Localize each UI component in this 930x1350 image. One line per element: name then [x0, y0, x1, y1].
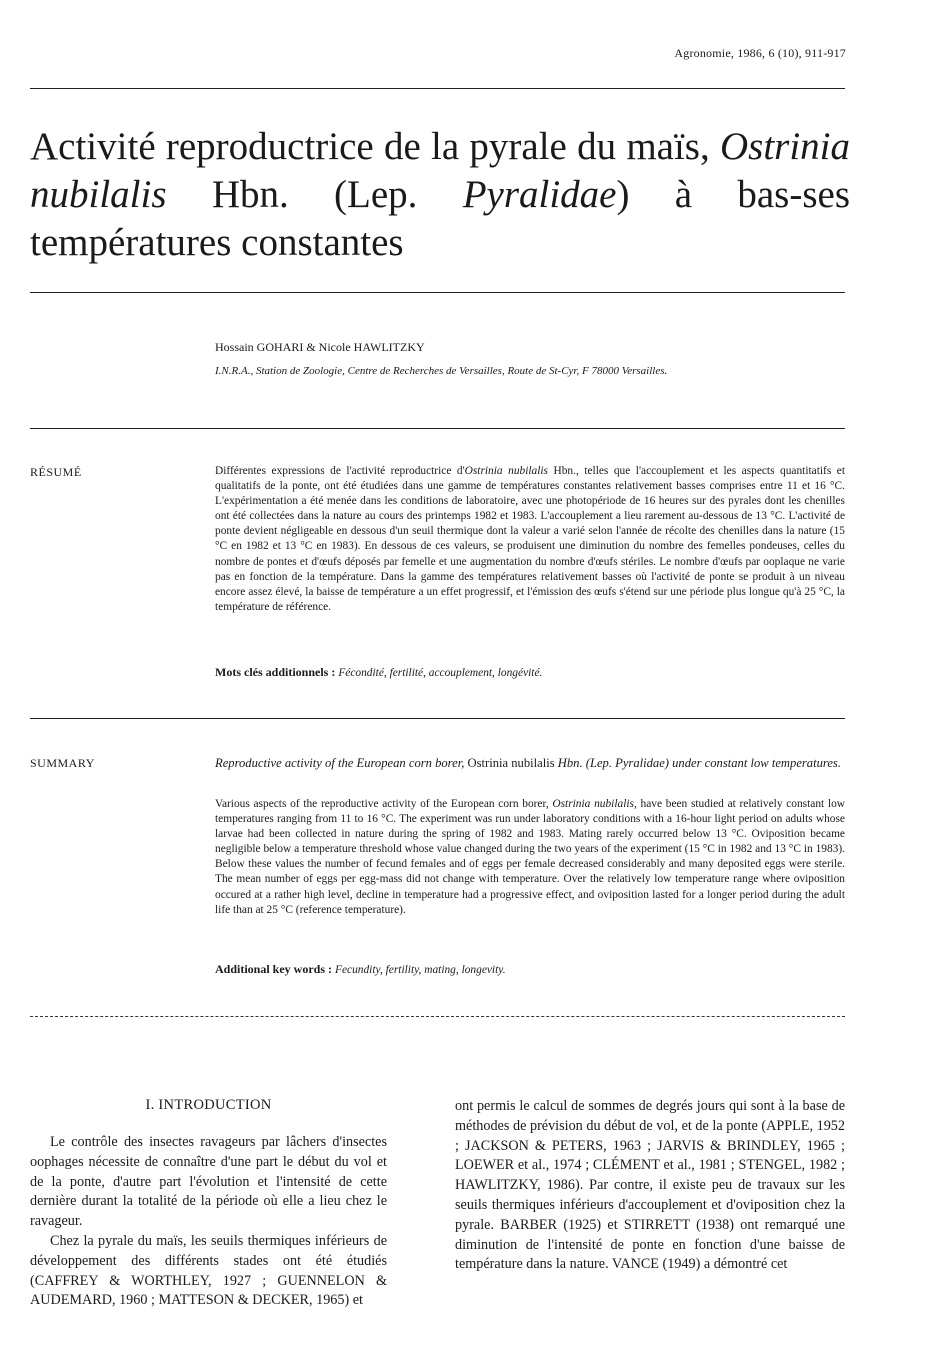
summary-rule	[30, 1016, 845, 1017]
resume-text-b: Hbn., telles que l'accouplement et les aspects quantitatifs et qualitatifs de la ponte, ont été étudiées dans une gamme de températures constantes relativement basses comprises entre 11 et 16 °C. L'expérimentation a été menée dans les conditions de laboratoire, avec une photopériode de 16 heures sur des pyrales dont les chenilles ont été collectées dans la nature au cours des printemps 1982 et 1983. L'accouplement a lieu rarement au-dessous de 13 °C. L'activité de ponte devient négligeable en dessous d'un seuil thermique dont la valeur a varié selon l'année de récolte des chenilles dans la nature (15 °C en 1982 et 13 °C en 1983). En dessous de ces valeurs, se produisent une diminution du nombre des femelles pondeuses, celles du nombre de pontes et d'œufs déposés par femelle et une augmentation du nombre d'œufs stériles. Le nombre d'œufs par ooplaque ne varie pas en fonction de la température. Dans la gamme des températures relativement basses où l'activité de ponte se produit à un niveau encore assez élevé, la baisse de température a un effet progressif, et l'émission des œufs s'étend sur une période plus longue qu'à 25 °C, la température de référence.	[215, 465, 846, 613]
summary-kw-label: Additional key words :	[215, 962, 333, 976]
intro-paragraph-3: ont permis le calcul de sommes de degrés jours qui sont à la base de méthodes de prévision du début de vol, et de la ponte (APPLE, 1952 ; JACKSON & PETERS, 1963 ; JARVIS & BRINDLEY, 1965 ; LOEWER et al., 1974 ; CLÉMENT et al., 1981 ; STENGEL, 1982 ; HAWLITZKY, 1986). Par contre, il existe peu de travaux sur les seuils thermiques inférieurs d'accouplement et d'oviposition chez la pyrale. BARBER (1925) et STIRRETT (1938) ont remarqué une diminution de l'intensité de ponte en fonction d'une baisse de température dans la nature. VANCE (1949) a démontré cet	[455, 1098, 845, 1273]
resume-rule	[30, 718, 845, 719]
introduction-heading: I. INTRODUCTION	[145, 1097, 272, 1113]
summary-title-a: Reproductive activity of the European corn borer,	[215, 756, 465, 770]
resume-kw-values: Fécondité, fertilité, accouplement, longévité.	[338, 667, 543, 679]
summary-species: Ostrinia nubilalis	[552, 798, 634, 810]
intro-column-left	[30, 1133, 387, 1311]
resume-keywords	[215, 665, 542, 680]
summary-kw-values: Fecundity, fertility, mating, longevity.	[335, 964, 506, 976]
summary-text	[215, 797, 845, 918]
summary-title-species: Ostrinia nubilalis	[464, 756, 558, 770]
title-part2: Hbn. (Lep.	[166, 173, 463, 216]
affiliation: I.N.R.A., Station de Zoologie, Centre de Recherches de Versailles, Route de St-Cyr, F 78000 Versailles.	[215, 365, 668, 377]
affiliation-rule	[30, 428, 845, 429]
article-title	[30, 123, 850, 267]
resume-text-a: Différentes expressions de l'activité reproductrice d'	[215, 465, 465, 477]
title-species: Ostrinia nubilalis	[30, 125, 851, 216]
summary-keywords	[215, 962, 506, 977]
title-part3: ) à bas-ses températures constantes	[30, 173, 850, 264]
summary-text-b: , have been studied at relatively constant low temperatures ranging from 11 to 16 °C. The experiment was run under laboratory conditions with a 16-hour light period on adults whose larvae had been collected in nature during the spring of 1982 and 1983. Mating rarely occurred below 13 °C. Oviposition became negligible below a temperature threshold whose value changed during the two years of the experiment (15 °C in 1982 and 13 °C in 1983). Below these values the number of fecund females and of eggs per female decreased considerably and many deposited eggs were sterile. The mean number of eggs per egg-mass did not change with temperature. Over the relatively low temperature range where oviposition occured at a rather high level, decline in temperature had a progressive effect, and oviposition lasted for a longer period during the adult life than at 25 °C (reference temperature).	[215, 798, 846, 916]
intro-column-right	[455, 1097, 845, 1275]
resume-text	[215, 464, 845, 615]
header-rule	[30, 88, 845, 89]
title-family: Pyralidae	[462, 173, 617, 216]
summary-title-b: Hbn. (Lep. Pyralidae) under constant low temperatures.	[557, 756, 841, 770]
authors: Hossain GOHARI & Nicole HAWLITZKY	[215, 340, 425, 354]
intro-paragraph-2: Chez la pyrale du maïs, les seuils thermiques inférieurs de développement des différents stades ont été étudiés (CAFFREY & WORTHLEY, 1927 ; GUENNELON & AUDEMARD, 1960 ; MATTESON & DECKER, 1965) et	[30, 1232, 387, 1309]
title-part1: Activité reproductrice de la pyrale du maïs,	[30, 125, 710, 168]
intro-paragraph-1: Le contrôle des insectes ravageurs par lâchers d'insectes oophages nécessite de connaître d'une part le début du vol et de la ponte, d'autre part l'évolution et l'intensité de cette dernière durant la totalité de la période où elle a lieu chez le ravageur.	[30, 1134, 387, 1230]
title-rule	[30, 292, 845, 293]
summary-title	[215, 755, 845, 771]
resume-kw-label: Mots clés additionnels :	[215, 665, 336, 679]
journal-reference: Agronomie, 1986, 6 (10), 911-917	[674, 46, 846, 60]
summary-text-a: Various aspects of the reproductive activity of the European corn borer,	[215, 798, 553, 810]
summary-heading: SUMMARY	[30, 756, 95, 770]
resume-heading: RÉSUMÉ	[30, 465, 82, 479]
resume-species: Ostrinia nubilalis	[464, 465, 548, 477]
